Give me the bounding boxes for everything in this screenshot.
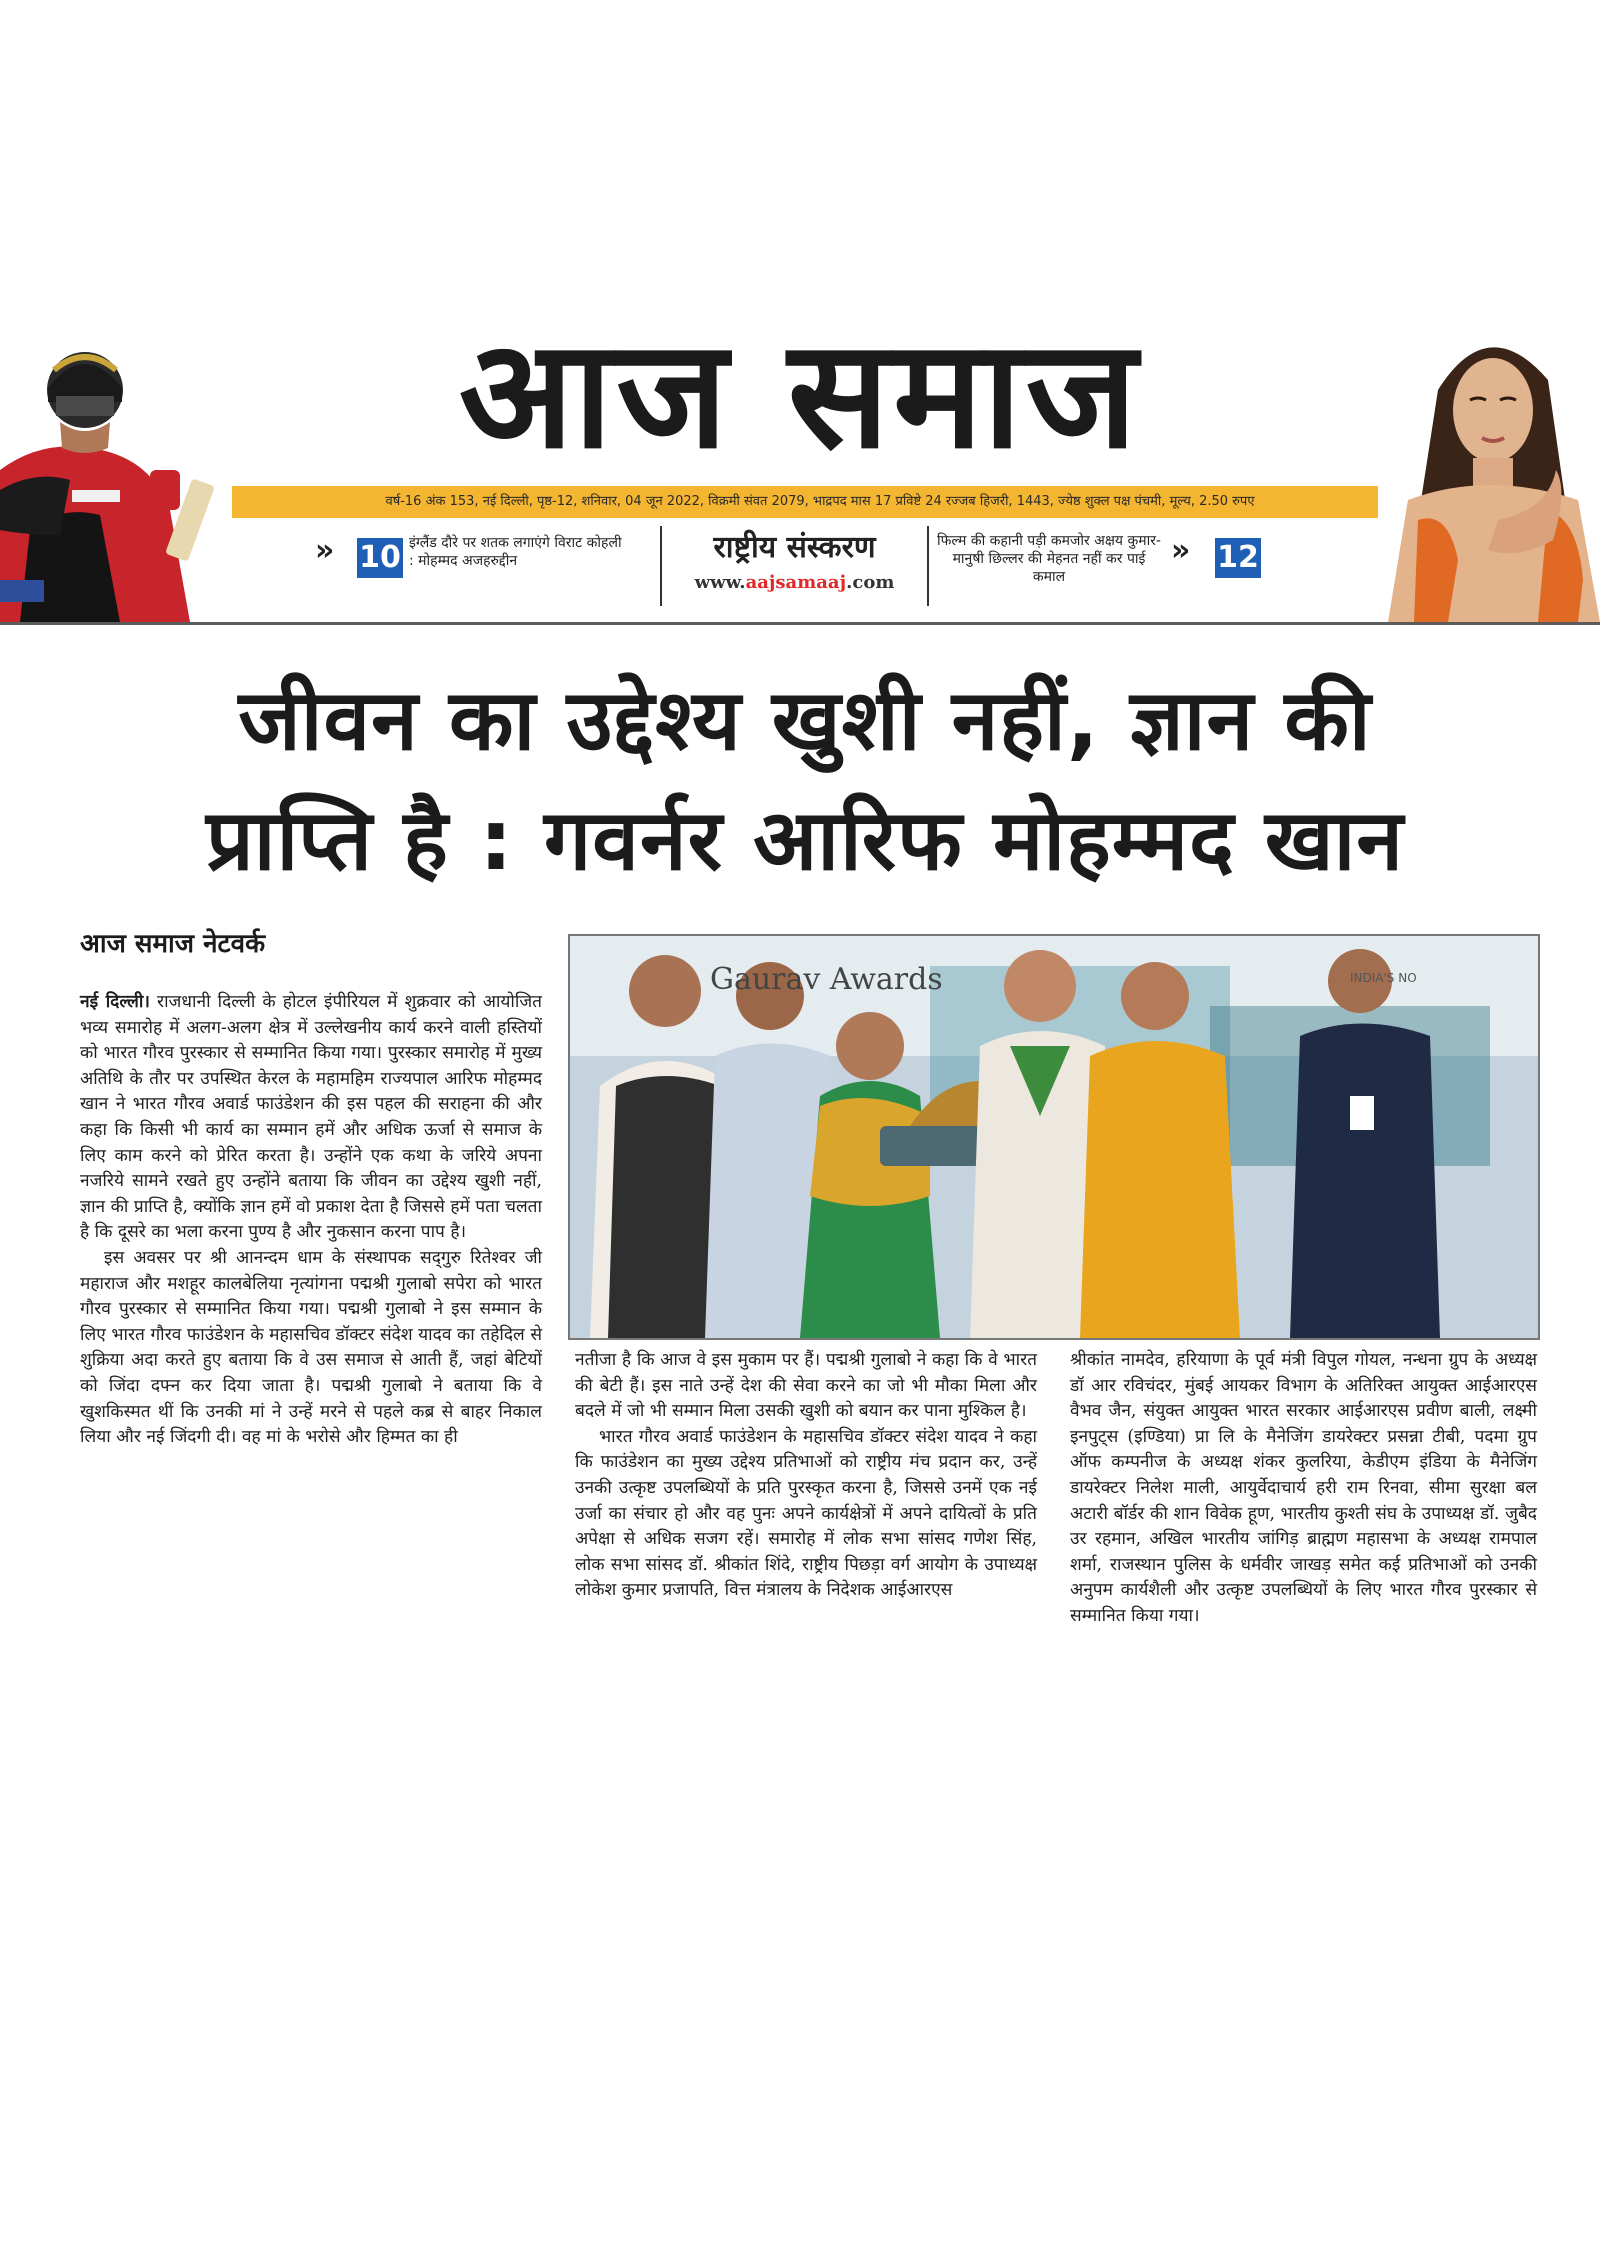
- headline: [70, 660, 1540, 900]
- url-prefix: www.: [694, 572, 746, 593]
- headline-line-2: प्राप्ति है : गवर्नर आरिफ मोहम्मद खान: [205, 791, 1405, 889]
- paragraph-text: राजधानी दिल्ली के होटल इंपीरियल में शुक्रवार को आयोजित भव्य समारोह में अलग-अलग क्षेत्र में उल्लेखनीय कार्य करने वाली हस्तियों को भारत गौरव पुरस्कार से सम्मानित किया गया। पुरस्कार समारोह में मुख्य अतिथि के तौर पर उपस्थित केरल के महामहिम राज्यपाल आरिफ मोहम्मद खान ने भारत गौरव अवार्ड फाउंडेशन की इस पहल की सराहना की और कहा कि किसी भी कार्य का सम्मान हमें और अधिक ऊर्जा से समाज के लिए काम करने को प्रेरित करता है। उन्होंने एक कथा के जरिये अपना नजरिये सामने रखते हुए उन्होंने बताया कि जीवन का उद्देश्य खुशी नहीं, ज्ञान की प्राप्ति है, क्योंकि ज्ञान हमें वो प्रकाश देता है जिससे हमें पता चलता है कि दूसरे का भला करना पुण्य है और नुकसान करना पाप है।: [80, 992, 543, 1243]
- teaser-text: फिल्म की कहानी पड़ी कमजोर अक्षय कुमार-मानुषी छिल्लर की मेहनत नहीं कर पाई कमाल: [937, 533, 1161, 585]
- masthead: [0, 310, 1600, 630]
- info-strip: [0, 486, 1600, 518]
- paragraph: भारत गौरव अवार्ड फाउंडेशन के महासचिव डॉक्टर संदेश यादव ने कहा कि फाउंडेशन का मुख्य उद्देश्य प्रतिभाओं को राष्ट्रीय मंच प्रदान कर, उन्हें उनकी उत्कृष्ट उपलब्धियों के प्रति पुरस्कृत करना है, जिससे उनमें एक नई उर्जा का संचार हो और वह पुनः अपने कार्यक्षेत्रों में अपने दायित्वों के प्रति अपेक्षा से अधिक सजग रहें। समारोह में लोक सभा सांसद गणेश सिंह, लोक सभा सांसद डॉ. श्रीकांत शिंदे, राष्ट्रीय पिछड़ा वर्ग आयोग के उपाध्यक्ष लोकेश कुमार प्रजापति, वित्त मंत्रालय के निदेशक आईआरएस: [575, 1426, 1037, 1601]
- url-brand: aajsamaaj: [745, 572, 847, 593]
- website-url[interactable]: [662, 570, 927, 596]
- teaser-left[interactable]: [315, 526, 645, 596]
- photo-banner-text: Gaurav Awards: [710, 962, 943, 997]
- double-chevron-right-icon: »: [1171, 533, 1191, 568]
- teaser-page-number: 10: [357, 538, 403, 578]
- newspaper-title: आज समाज: [458, 308, 1142, 482]
- masthead-divider: [0, 622, 1600, 625]
- cricketer-photo: [0, 330, 232, 622]
- event-photo: [568, 934, 1540, 1340]
- article-column-2: [575, 1348, 1037, 1888]
- paragraph: [80, 990, 542, 1246]
- paragraph: श्रीकांत नामदेव, हरियाणा के पूर्व मंत्री विपुल गोयल, नन्धना ग्रुप के अध्यक्ष डॉ आर रविचंदर, मुंबई आयकर विभाग के अतिरिक्त आयुक्त आईआरएस वैभव जैन, संयुक्त आयुक्त भारत सरकार आईआरएस प्रवीण बाली, लक्ष्मी इनपुट्स (इण्डिया) प्रा लि के मैनेजिंग डायरेक्टर प्रसन्ना टीबी, पदमा ग्रुप ऑफ कम्पनीज के अध्यक्ष शंकर कुलरिया, केडीएम इंडिया के मैनेजिंग डायरेक्टर निलेश माली, आयुर्वेदाचार्य हरी राम रिनवा, सीमा सुरक्षा बल अटारी बॉर्डर की शान विवेक हूण, भारतीय कुश्ती संघ के उपाध्यक्ष डॉ. जुबैद उर रहमान, अखिल भारतीय जांगिड़ ब्राह्मण महासभा के अध्यक्ष रामपाल शर्मा, राजस्थान पुलिस के धर्मवीर जाखड़ समेत कई प्रतिभाओं को उनकी अनुपम कार्यशैली और उत्कृष्ट उपलब्धियों के लिए भारत गौरव पुरस्कार से सम्मानित किया गया।: [1070, 1350, 1537, 1626]
- paragraph: इस अवसर पर श्री आनन्दम धाम के संस्थापक सद्‌गुरु रितेश्वर जी महाराज और मशहूर कालबेलिया नृत्यांगना पद्मश्री गुलाबो सपेरा को भारत गौरव पुरस्कार से सम्मानित किया गया। पद्मश्री गुलाबो ने इस सम्मान के लिए भारत गौरव फाउंडेशन के महासचिव डॉक्टर संदेश यादव का तहेदिल से शुक्रिया अदा करते हुए बताया कि वे उस समाज से आती हैं, जहां बेटियों को जिंदा दफ्न कर दिया जाता है। पद्मश्री गुलाबो ने बताया कि वे खुशकिस्मत थीं कि उनकी मां ने उन्हें मरने से पहले कब्र से बाहर निकाल लिया और नई जिंदगी दी। वह मां के भरोसे और हिम्मत का ही: [80, 1247, 542, 1448]
- edition-title: राष्ट्रीय संस्करण: [713, 530, 876, 565]
- actress-photo: [1378, 320, 1600, 622]
- double-chevron-right-icon: »: [315, 533, 335, 568]
- teaser-right[interactable]: [935, 526, 1275, 596]
- teaser-page-number: 12: [1215, 538, 1261, 578]
- edition-box: [660, 526, 929, 606]
- photo-banner-text-2: INDIA'S NO: [1350, 971, 1417, 985]
- headline-line-1: जीवन का उद्देश्य खुशी नहीं, ज्ञान की: [238, 671, 1372, 769]
- byline: आज समाज नेटवर्क: [80, 929, 266, 959]
- teaser-text: इंग्लैंड दौरे पर शतक लगाएंगे विराट कोहली : मोहम्मद अजहरुद्दीन: [409, 535, 622, 569]
- url-suffix: .com: [846, 572, 895, 593]
- paragraph: नतीजा है कि आज वे इस मुकाम पर हैं। पद्मश्री गुलाबो ने कहा कि वे भारत की बेटी हैं। इस नाते उन्हें देश की सेवा करने का जो भी मौका मिला और बदले में जो भी सम्मान मिला उसकी खुशी को बयान कर पाना मुश्किल है।: [575, 1350, 1037, 1422]
- dateline: नई दिल्ली।: [80, 992, 150, 1012]
- article-column-3: [1070, 1348, 1537, 1888]
- info-strip-text: वर्ष-16 अंक 153, नई दिल्ली, पृष्ठ-12, शनिवार, 04 जून 2022, विक्रमी संवत 2079, भाद्रपद मास 17 प्रविष्टे 24 रज्जब हिजरी, 1443, ज्येष्ठ शुक्ल पक्ष पंचमी, मूल्य, 2.50 रुपए: [385, 494, 1255, 509]
- article-column-1: [80, 990, 542, 1890]
